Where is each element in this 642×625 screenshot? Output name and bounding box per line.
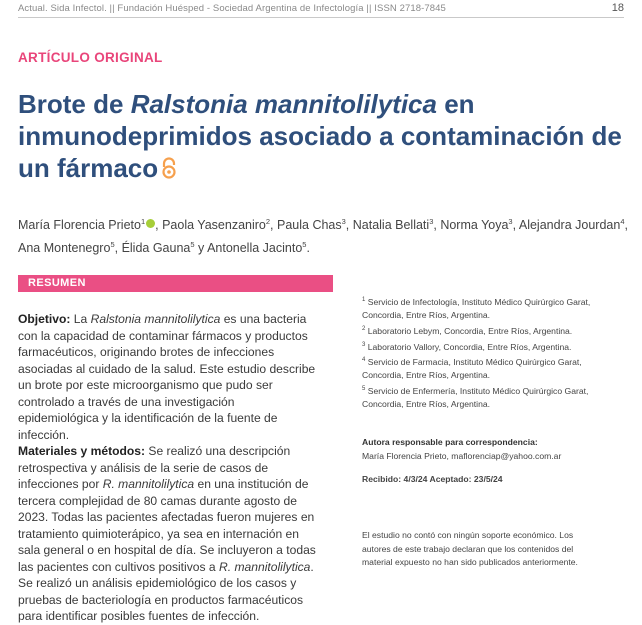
title-italic: Ralstonia mannitolilytica — [130, 89, 437, 119]
objective-label: Objetivo: — [18, 312, 71, 326]
correspondence-label: Autora responsable para correspondencia: — [362, 437, 538, 447]
abstract-methods — [18, 443, 318, 625]
funding-note: El estudio no contó con ningún soporte económico. Los autores de este trabajo declaran que los contenidos del material expuesto no han sido publicados anteriormente. — [362, 530, 578, 568]
abstract-text: es una bacteria con la capacidad de contaminar fármacos y productos farmacéuticos, originando brotes de infecciones asociadas al cuidado de la salud. Este estudio describe un brote por este microorganismo que pudo ser controlado a través de una investigación epidemiológica y la identificación de la fuente de infección. — [18, 312, 316, 442]
article-title — [18, 88, 628, 184]
running-header-text: Actual. Sida Infectol. || Fundación Huésped - Sociedad Argentina de Infectología || ISSN 2718-7845 — [18, 3, 446, 14]
methods-label: Materiales y métodos: — [18, 444, 146, 458]
abstract-text: Se realizó una descripción retrospectiva y análisis de la serie de casos de infecciones por — [18, 444, 291, 491]
affiliation-text: Laboratorio Lebym, Concordia, Entre Ríos, Argentina. — [367, 325, 573, 336]
title-part-3: en inmunodeprimidos asociado a contaminación de un fármaco — [18, 89, 622, 183]
author-affiliation-marker: 5 — [110, 240, 115, 250]
affiliation-marker: 3 — [362, 341, 366, 348]
running-header — [18, 3, 624, 17]
author-name: Natalia Bellati — [352, 218, 430, 233]
affiliations — [362, 294, 612, 412]
correspondence-contact: María Florencia Prieto, maflorenciap@yahoo.com.ar — [362, 450, 562, 461]
affiliation-marker: 5 — [362, 386, 366, 392]
affiliation-marker: 1 — [362, 297, 366, 303]
author-name: Norma Yoya — [440, 218, 509, 233]
open-access-icon — [160, 157, 178, 179]
author-name: Alejandra Jourdan — [518, 218, 621, 233]
abstract-body — [18, 311, 318, 625]
abstract-objective — [18, 311, 318, 443]
affiliation-text: Servicio de Infectología, Instituto Médico Quirúrgico Garat, Concordia, Entre Ríos, Argentina. — [362, 296, 591, 321]
affiliation-item — [362, 323, 612, 338]
affiliation-text: Laboratorio Vallory, Concordia, Entre Ríos, Argentina. — [367, 341, 572, 352]
abstract-text: La — [70, 312, 91, 326]
orcid-icon[interactable] — [146, 219, 155, 228]
affiliation-item — [362, 339, 612, 354]
abstract-text: en una institución de tercera complejidad de 80 camas durante agosto de 2023. Todas las pacientes afectadas fueron mujeres en tratamiento quimioterápico, ya sea en internación en sala general o en hospital de día. Se incluyeron a todas las pacientes con cultivos positivos a — [18, 477, 316, 574]
resumen-heading: RESUMEN — [28, 277, 86, 289]
author-affiliation-marker: 5 — [302, 240, 307, 250]
author-name: Paola Yasenzaniro — [162, 218, 266, 233]
author-affiliation-marker: 3 — [508, 217, 513, 226]
author-affiliation-marker: 5 — [190, 240, 195, 250]
affiliation-text: Servicio de Farmacia, Instituto Médico Quirúrgico Garat, Concordia, Entre Ríos, Argentina. — [362, 356, 582, 381]
resumen-heading-bar — [18, 275, 333, 292]
species-name: R. mannitolilytica — [102, 477, 195, 491]
author-affiliation-marker: 3 — [429, 217, 434, 226]
author-name: Antonella Jacinto — [207, 241, 303, 256]
author-affiliation-marker: 4 — [620, 217, 625, 226]
affiliation-marker: 2 — [362, 326, 366, 333]
section-label: ARTÍCULO ORIGINAL — [18, 50, 163, 65]
author-name: Ana Montenegro — [18, 241, 111, 256]
author-name: María Florencia Prieto — [18, 218, 141, 233]
title-part-1: Brote de — [18, 89, 131, 119]
affiliation-marker: 4 — [362, 356, 366, 363]
species-name: Ralstonia mannitolilytica — [90, 312, 221, 326]
affiliation-text: Servicio de Enfermería, Instituto Médico Quirúrgico Garat, Concordia, Entre Ríos, Argentina. — [362, 385, 589, 410]
author-affiliation-marker: 1 — [140, 217, 146, 226]
species-name: R. mannitolilytica — [219, 559, 311, 574]
correspondence — [362, 436, 612, 463]
author-affiliation-marker: 2 — [265, 217, 271, 226]
affiliation-item — [362, 354, 612, 383]
page-number: 18 — [611, 2, 624, 14]
affiliation-item — [362, 294, 612, 323]
abstract-text: . Se realizó un análisis epidemiológico de los casos y pruebas de bacteriología en productos farmacéuticos para identificar posibles fuentes de infección. — [18, 559, 314, 623]
author-affiliation-marker: 3 — [341, 217, 346, 226]
author-name: Paula Chas — [277, 218, 342, 233]
header-divider — [18, 17, 624, 18]
affiliation-item — [362, 383, 612, 412]
author-list: María Florencia Prieto$^1$ , Paola Yasenzaniro$^2$, Paula Chas$^3$, Natalia Bellati$^3$, Norma Yoya$^3$, Alejandra Jourdan$^4$, Ana Montenegro$^5$, Élida Gauna$^5$ y Antonella Jacinto$^5$. — [18, 217, 628, 256]
author-name: Élida Gauna — [121, 241, 191, 256]
received-accepted-dates: Recibido: 4/3/24 Aceptado: 23/5/24 — [362, 474, 503, 484]
